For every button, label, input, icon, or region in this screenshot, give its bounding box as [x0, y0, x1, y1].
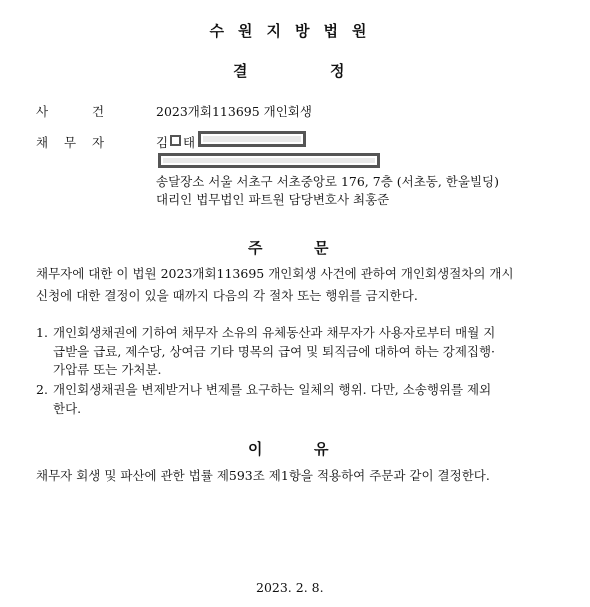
court-name: 수원지방법원 — [209, 22, 381, 40]
debtor-name-first: 김 — [156, 135, 169, 150]
case-label-char-1: 사 — [36, 104, 49, 119]
document-title-second-char: 정 — [330, 62, 345, 80]
case-label-char-2: 건 — [92, 104, 105, 119]
service-address: 송달장소 서울 서초구 서초중앙로 176, 7층 (서초동, 한울빌딩) — [156, 174, 499, 189]
order-item-line: 개인회생채권을 변제받거나 변제를 요구하는 일체의 행위. 다만, 소송행위를 제외 — [53, 382, 492, 397]
reason-heading-char-1: 이 — [248, 440, 263, 458]
reason-text: 채무자 회생 및 파산에 관한 법률 제593조 제1항을 적용하여 주문과 같이 결정한다. — [36, 468, 490, 483]
debtor-label-char-2: 무 — [64, 135, 77, 150]
document-title-first-char: 결 — [233, 62, 248, 80]
legal-agent: 대리인 법무법인 파트원 담당변호사 최홍준 — [156, 192, 390, 207]
debtor-label-char-1: 채 — [36, 135, 49, 150]
case-number: 2023개회113695 개인회생 — [156, 104, 312, 119]
debtor-label-char-3: 자 — [92, 135, 105, 150]
order-intro-line-2: 신청에 대한 결정이 있을 때까지 다음의 각 절차 또는 행위를 금지한다. — [36, 288, 418, 303]
reason-heading-char-2: 유 — [314, 440, 329, 458]
order-heading-char-1: 주 — [248, 239, 263, 257]
redaction-box — [170, 135, 181, 146]
redaction-box — [158, 153, 380, 168]
order-heading-char-2: 문 — [314, 239, 329, 257]
debtor-name-last: 태 — [183, 135, 196, 150]
order-item-line: 급받을 급료, 제수당, 상여금 기타 명목의 급여 및 퇴직금에 대하여 하는 강제집행· — [53, 344, 496, 359]
order-item-line: 가압류 또는 가처분. — [53, 362, 162, 377]
order-item-number: 1. — [36, 325, 48, 340]
redaction-box — [198, 131, 306, 147]
order-item-line: 한다. — [53, 401, 82, 416]
order-item-line: 개인회생채권에 기하여 채무자 소유의 유체동산과 채무자가 사용자로부터 매월 지 — [53, 325, 496, 340]
order-intro-line-1: 채무자에 대한 이 법원 2023개회113695 개인회생 사건에 관하여 개인회생절차의 개시 — [36, 266, 514, 281]
decision-date: 2023. 2. 8. — [256, 580, 324, 595]
order-item-number: 2. — [36, 382, 48, 397]
